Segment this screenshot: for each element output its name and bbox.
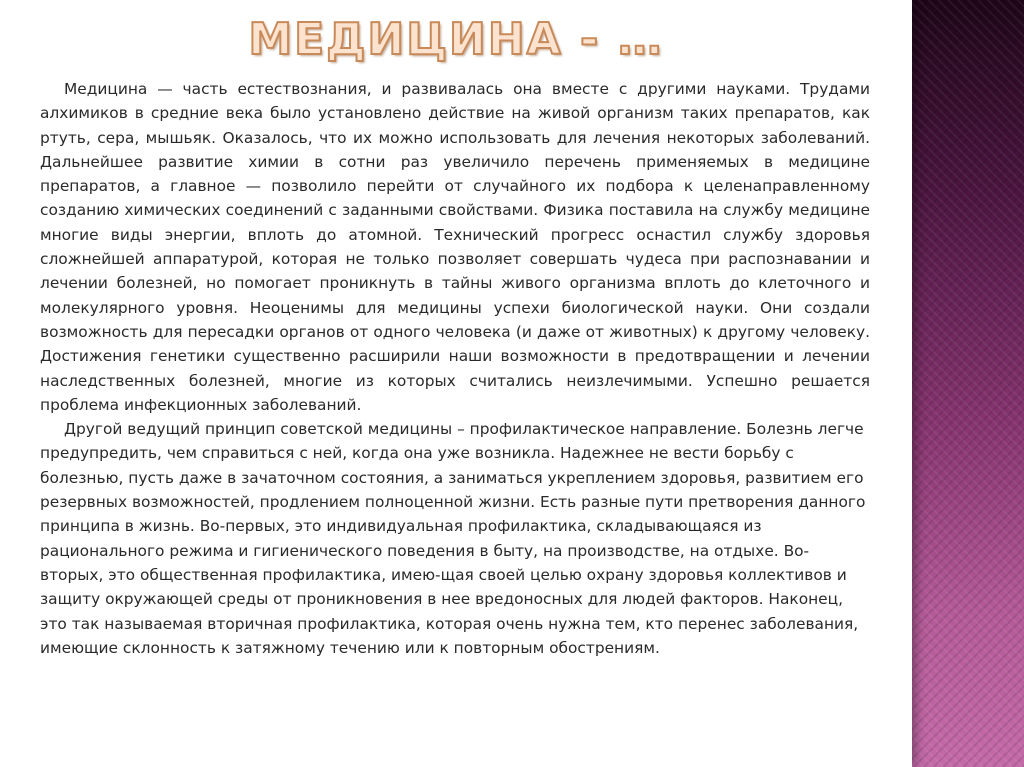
slide-title: МЕДИЦИНА - …: [248, 14, 664, 65]
paragraph-history: Медицина — часть естествознания, и развивалась она вместе с другими науками. Трудами алхимиков в средние века было установлено действие на живой организм таких препаратов, как ртуть, сера, мышьяк. Оказалось, что их можно использовать для лечения некоторых заболеваний. Дальнейшее развитие химии в сотни раз увеличило перечень применяемых в медицине препаратов, а главное — позволило перейти от случайного их подбора к целенаправленному созданию химических соединений с заданными свойствами. Физика поставила на службу медицине многие виды энергии, вплоть до атомной. Технический прогресс оснастил службу здоровья сложнейшей аппаратурой, которая не только позволяет совершать чудеса при распознавании и лечении болезней, но помогает проникнуть в тайны живого организма вплоть до клеточного и молекулярного уровня. Неоценимы для медицины успехи биологической науки. Они создали возможность для пересадки органов от одного человека (и даже от животных) к другому человеку. Достижения генетики существенно расширили наши возможности в предотвращении и лечении наследственных болезней, многие из которых считались неизлечимыми. Успешно решается проблема инфекционных заболеваний.: [40, 80, 870, 414]
slide-body: [40, 77, 870, 660]
paragraph-prevention: Другой ведущий принцип советской медицины – профилактическое направление. Болезнь легче предупредить, чем справиться с ней, когда она уже возникла. Надежнее не вести борьбу с болезнью, пусть даже в зачаточном состояния, а заниматься укреплением здоровья, развитием его резервных возможностей, продлением полноценной жизни. Есть разные пути претворения данного принципа в жизнь. Во-первых, это индивидуальная профилактика, складывающаяся из рационального режима и гигиенического поведения в быту, на производстве, на отдыхе. Во-вторых, это общественная профилактика, имею-щая своей целью охрану здоровья коллективов и защиту окружающей среды от проникновения в нее вредоносных для людей факторов. Наконец, это так называемая вторичная профилактика, которая очень нужна тем, кто перенес заболевания, имеющие склонность к затяжному течению или к повторным обострениям.: [40, 420, 866, 657]
decorative-side-panel: [912, 0, 1024, 767]
